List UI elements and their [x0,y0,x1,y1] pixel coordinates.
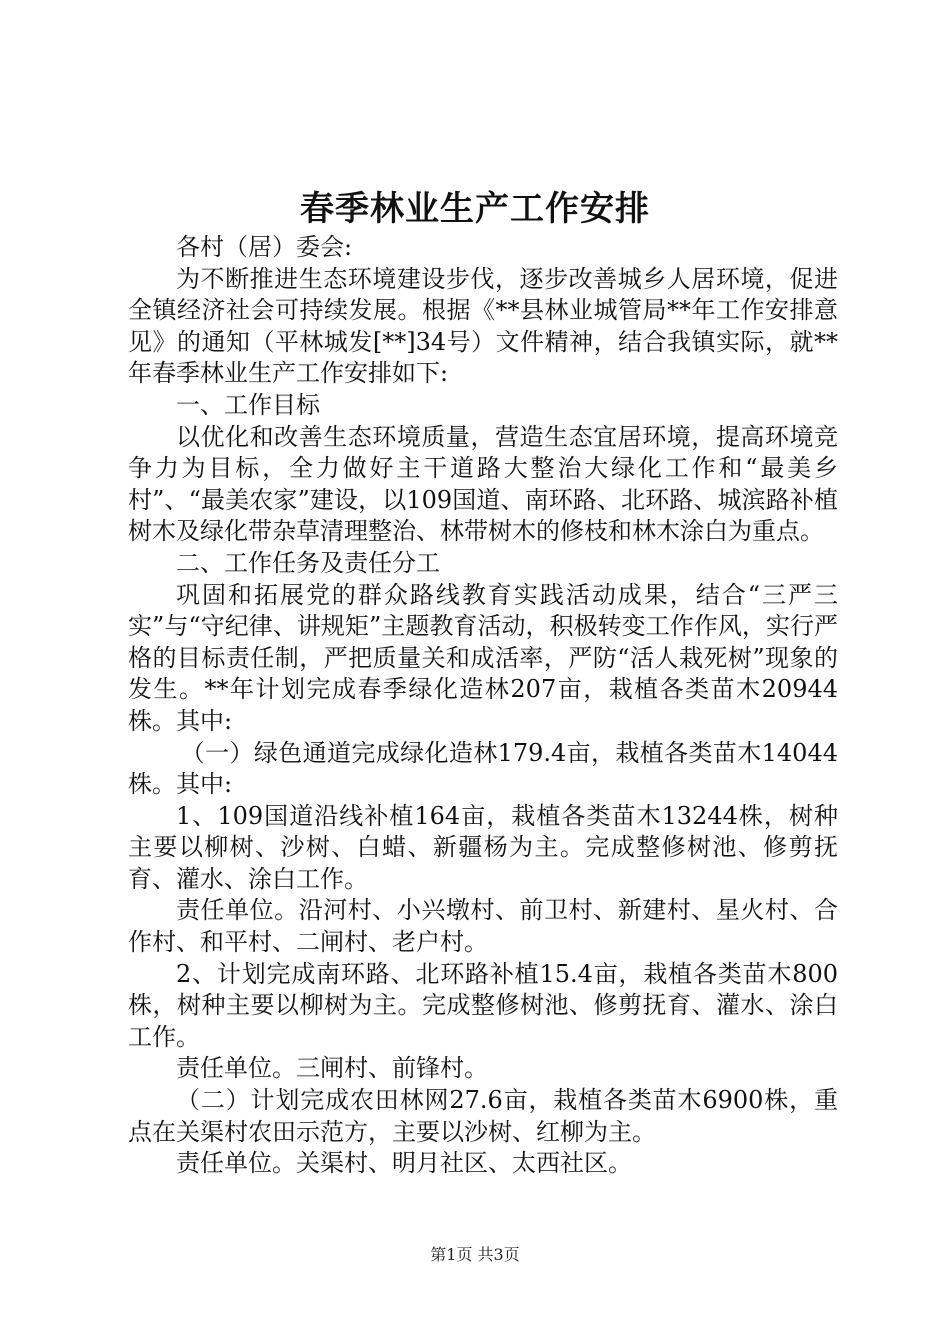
subsection-green-corridor: （一）绿色通道完成绿化造林179.4亩，栽植各类苗木14044株。其中: [128,738,838,799]
intro-paragraph: 为不断推进生态环境建设步伐，逐步改善城乡人居环境，促进全镇经济社会可持续发展。根据《**县林业城管局**年工作安排意见》的通知（平林城发[**]34号）文件精神，结合我镇实际，就**年春季林业生产工作安排如下: [128,264,838,388]
salutation: 各村（居）委会: [176,233,353,261]
document-body [128,232,838,1180]
section-heading-goals: 一、工作目标 [176,390,320,419]
goals-paragraph: 以优化和改善生态环境质量，营造生态宜居环境，提高环境竞争力为目标，全力做好主干道路大整治大绿化工作和“最美乡村”、“最美农家”建设，以109国道、南环路、北环路、城滨路补植树木及绿化带杂草清理整治、林带树木的修枝和林木涂白为重点。 [128,422,838,546]
item-highway-109: 1、109国道沿线补植164亩，栽植各类苗木13244株，树种主要以柳树、沙树、白蜡、新疆杨为主。完成整修树池、修剪抚育、灌水、涂白工作。 [128,801,838,893]
page-number-footer: 第1页 共3页 [430,1245,520,1264]
responsible-units-1: 责任单位。沿河村、小兴墩村、前卫村、新建村、星火村、合作村、和平村、二闸村、老户村。 [128,896,838,957]
item-ring-roads: 2、计划完成南环路、北环路补植15.4亩，栽植各类苗木800株，树种主要以柳树为主。完成整修树池、修剪抚育、灌水、涂白工作。 [128,959,838,1051]
subsection-farmland-network: （二）计划完成农田林网27.6亩，栽植各类苗木6900株，重点在关渠村农田示范方，主要以沙树、红柳为主。 [128,1086,838,1146]
responsible-units-3: 责任单位。关渠村、明月社区、太西社区。 [176,1149,632,1178]
tasks-paragraph: 巩固和拓展党的群众路线教育实践活动成果，结合“三严三实”与“守纪律、讲规矩”主题教育活动，积极转变工作作风，实行严格的目标责任制，严把质量关和成活率，严防“活人栽死树”现象的发生。**年计划完成春季绿化造林207亩，栽植各类苗木20944株。其中: [128,580,838,735]
responsible-units-2: 责任单位。三闸村、前锋村。 [176,1054,488,1083]
section-heading-tasks: 二、工作任务及责任分工 [176,548,440,577]
document-title: 春季林业生产工作安排 [300,189,650,229]
